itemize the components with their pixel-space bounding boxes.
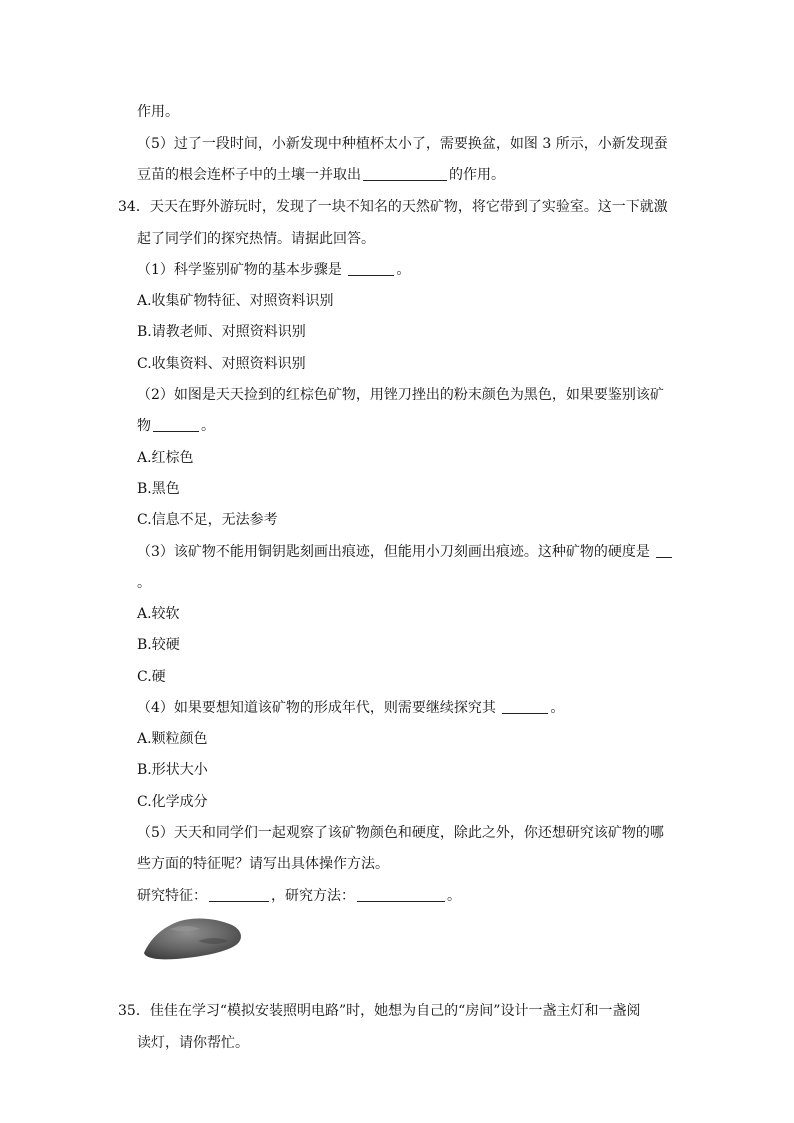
method-label: ，研究方法： [271, 888, 355, 904]
q33-part5-line2 [137, 166, 505, 184]
q33-tail-line: 作用。 [137, 104, 179, 120]
q34-sub4-end: 。 [550, 700, 565, 716]
option: C.硬 [137, 669, 166, 685]
option: A.收集矿物特征、对照资料识别 [137, 293, 334, 309]
q34-sub5-line2: 些方面的特征呢？请写出具体操作方法。 [137, 856, 389, 872]
q33-part5-text: 豆苗的根会连杯子中的土壤一并取出 [137, 167, 361, 183]
option: B.较硬 [137, 637, 180, 653]
q34-sub2-line2 [137, 417, 215, 435]
option: C.化学成分 [137, 794, 208, 810]
feature-label: 研究特征： [137, 888, 207, 904]
q34-intro-line2: 起了同学们的探究热情。请据此回答。 [137, 231, 375, 247]
q34-sub2-line1: （2）如图是天天捡到的红棕色矿物，用锉刀挫出的粉末颜色为黑色，如果要鉴别该矿 [137, 387, 664, 403]
mineral-rock-image [140, 913, 244, 961]
answer-blank[interactable] [656, 543, 672, 558]
q34-sub1-text: （1）科学鉴别矿物的基本步骤是 [137, 262, 342, 278]
q34-sub5-line1: （5）天天和同学们一起观察了该矿物颜色和硬度，除此之外，你还想研究该矿物的哪 [137, 825, 664, 841]
q34-sub3-text: （3）该矿物不能用铜钥匙刻画出痕迹，但能用小刀刻画出痕迹。这种矿物的硬度是 [137, 544, 650, 560]
q34-sub4 [137, 699, 564, 717]
q33-part5-line1: （5）过了一段时间，小新发现中种植杯太小了，需要换盆，如图 3 所示，小新发现蚕 [137, 136, 668, 152]
option: A.红棕色 [137, 450, 194, 466]
option: C.信息不足，无法参考 [137, 512, 278, 528]
option: B.请教老师、对照资料识别 [137, 324, 306, 340]
option: A.颗粒颜色 [137, 731, 208, 747]
option: B.黑色 [137, 481, 180, 497]
option: A.较软 [137, 606, 180, 622]
answer-blank[interactable] [363, 166, 447, 181]
feature-blank[interactable] [209, 887, 269, 902]
answer-blank[interactable] [153, 417, 199, 432]
q34-sub3-line2: 。 [137, 575, 151, 591]
q34-sub3-line1 [137, 543, 674, 561]
q33-part5-end: 的作用。 [449, 167, 505, 183]
q34-sub1-end: 。 [396, 262, 411, 278]
q34-sub5-end: 。 [447, 888, 461, 904]
q34-sub1 [137, 261, 410, 279]
q35-line1: 35．佳佳在学习“模拟安装照明电路”时，她想为自己的“房间”设计一盏主灯和一盏阅 [118, 1003, 641, 1019]
answer-blank[interactable] [348, 261, 394, 276]
method-blank[interactable] [357, 887, 445, 902]
q35-line2: 读灯，请你帮忙。 [137, 1035, 249, 1051]
q34-sub2-end: 。 [201, 418, 215, 434]
q34-sub5-fields [137, 887, 461, 905]
q34-sub2-text: 物 [137, 418, 151, 434]
option: B.形状大小 [137, 762, 208, 778]
q34-intro-line1: 34．天天在野外游玩时，发现了一块不知名的天然矿物，将它带到了实验室。这一下就激 [118, 199, 668, 215]
answer-blank[interactable] [502, 699, 548, 714]
q34-sub4-text: （4）如果要想知道该矿物的形成年代，则需要继续探究其 [137, 700, 496, 716]
option: C.收集资料、对照资料识别 [137, 356, 306, 372]
